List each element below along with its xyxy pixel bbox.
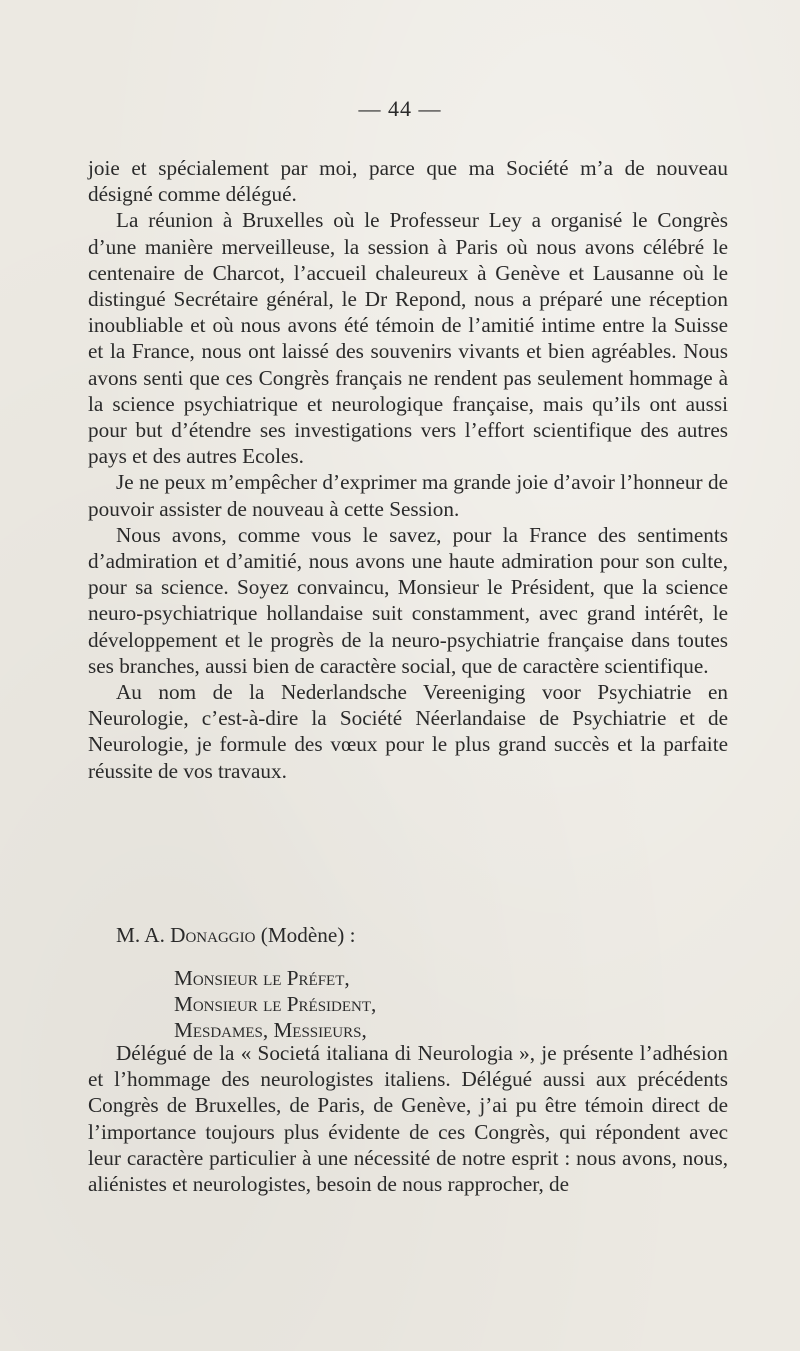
salutation-line: Mesdames, Messieurs, [174, 1018, 367, 1043]
paragraph: Nous avons, comme vous le savez, pour la France des sentiments d’admiration et d’amitié, nous avons une haute admiration pour son culte, pour sa science. Soyez convaincu, Monsieur le Président, que la science neuro-psychiatrique hollandaise suit constamment, avec grand intérêt, le développement et le progrès de la neuro-psychiatrie française dans toutes ses branches, aussi bien de caractère social, que de caractère scientifique. [88, 522, 728, 678]
paragraph: La réunion à Bruxelles où le Professeur Ley a organisé le Congrès d’une manière merveilleuse, la session à Paris où nous avons célébré le centenaire de Charcot, l’accueil chaleureux à Genève et Lausanne où le distingué Secrétaire général, le Dr Repond, nous a préparé une réception inoubliable et où nous avons été témoin de l’amitié intime entre la Suisse et la France, nous ont laissé des souvenirs vivants et bien agréables. Nous avons senti que ces Congrès français ne rendent pas seulement hommage à la science psychiatrique et neurologique française, mais qu’ils ont aussi pour but d’étendre ses investigations vers l’effort scientifique des autres pays et des autres Ecoles. [88, 208, 728, 469]
body-text-section-2 [88, 1040, 728, 1197]
speaker-initials: M. A. [116, 923, 165, 947]
salutation-line: Monsieur le Président, [174, 992, 377, 1017]
body-text-section-1 [88, 155, 728, 784]
speaker-city: (Modène) : [260, 923, 356, 947]
salutation-line: Monsieur le Préfet, [174, 966, 350, 990]
paragraph: Au nom de la Nederlandsche Vereeniging voor Psychiatrie en Neurologie, c’est-à-dire la Société Néerlandaise de Psychiatrie et de Neurologie, je formule des vœux pour le plus grand succès et la parfaite réussite de vos travaux. [88, 680, 728, 783]
paragraph: joie et spécialement par moi, parce que ma Société m’a de nouveau désigné comme délégué. [88, 156, 728, 207]
speaker-heading [116, 923, 356, 948]
paragraph: Délégué de la « Societá italiana di Neurologia », je présente l’adhésion et l’hommage des neurologistes italiens. Délégué aussi aux précédents Congrès de Bruxelles, de Paris, de Genève, j’ai pu être témoin direct de l’importance toujours plus évidente de ces Congrès, qui répondent avec leur caractère particulier à une nécessité de notre esprit : nous avons, nous, aliénistes et neurologistes, besoin de nous rapprocher, de [88, 1041, 728, 1197]
speaker-name: Donaggio [170, 923, 256, 947]
page-number: — 44 — [358, 96, 442, 121]
paragraph: Je ne peux m’empêcher d’exprimer ma grande joie d’avoir l’honneur de pouvoir assister de nouveau à cette Session. [88, 470, 728, 521]
salutation [174, 965, 376, 1044]
